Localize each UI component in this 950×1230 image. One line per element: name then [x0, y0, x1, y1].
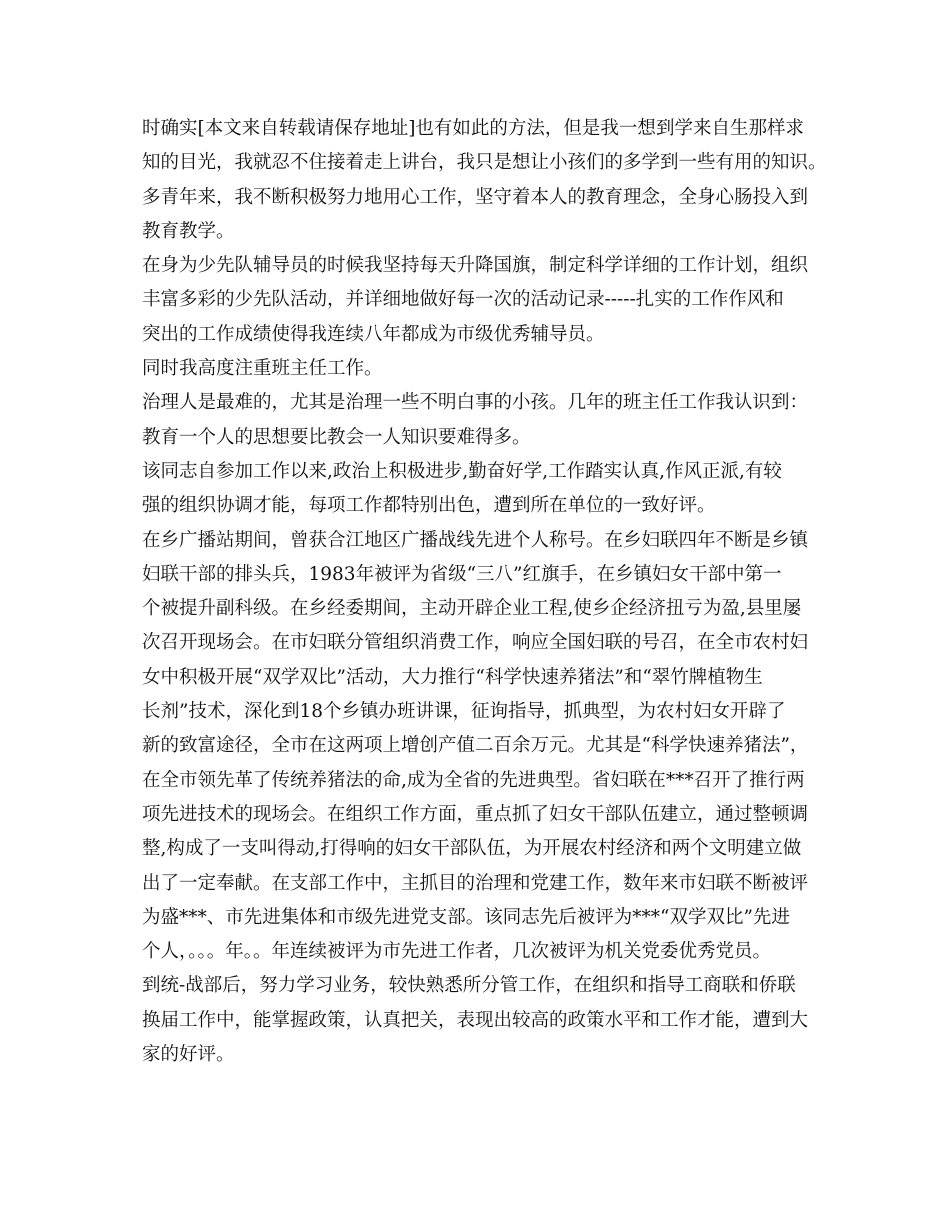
text-line: 到统-战部后，努力学习业务，较快熟悉所分管工作，在组织和指导工商联和侨联 [142, 975, 796, 997]
text-line: 项先进技术的现场会。在组织工作方面，重点抓了妇女干部队伍建立，通过整顿调 [142, 803, 809, 825]
text-line: 长剂”技术，深化到18个乡镇办班讲课，征询指导，抓典型，为农村妇女开辟了 [142, 701, 786, 723]
text-line: 知的目光，我就忍不住接着走上讲台，我只是想让小孩们的多学到一些有用的知识。 [142, 152, 827, 174]
text-line: 在全市领先革了传统养猪法的命,成为全省的先进典型。省妇联在***召开了推行两 [142, 769, 805, 791]
document-body [142, 112, 827, 1072]
text-line: 妇联干部的排头兵，1983年被评为省级“三八”红旗手，在乡镇妇女干部中第一 [142, 563, 782, 585]
text-line: 整,构成了一支叫得动,打得响的妇女干部队伍，为开展农村经济和两个文明建立做 [142, 838, 802, 860]
text-line: 在身为少先队辅导员的时候我坚持每天升降国旗，制定科学详细的工作计划，组织 [142, 255, 809, 277]
text-line: 新的致富途径，全市在这两项上增创产值二百余万元。尤其是“科学快速养猪法”， [142, 735, 809, 757]
text-line: 同时我高度注重班主任工作。 [142, 358, 383, 380]
text-line: 突出的工作成绩使得我连续八年都成为市级优秀辅导员。 [142, 323, 605, 345]
text-line: 家的好评。 [142, 1044, 235, 1066]
text-line: 出了一定奉献。在支部工作中，主抓目的治理和党建工作，数年来市妇联不断被评 [142, 872, 809, 894]
text-line: 次召开现场会。在市妇联分管组织消费工作，响应全国妇联的号召，在全市农村妇 [142, 632, 809, 654]
text-line: 该同志自参加工作以来,政治上积极进步,勤奋好学,工作踏实认真,作风正派,有较 [142, 460, 782, 482]
text-line: 时确实[本文来自转载请保存地址]也有如此的方法，但是我一想到学来自生那样求 [142, 118, 804, 139]
text-line: 女中积极开展“双学双比”活动，大力推行“科学快速养猪法”和“翠竹牌植物生 [142, 666, 763, 688]
text-line: 换届工作中，能掌握政策，认真把关，表现出较高的政策水平和工作才能，遭到大 [142, 1009, 809, 1031]
text-line: 教育教学。 [142, 220, 235, 242]
text-line: 为盛***、市先进集体和市级先进党支部。该同志先后被评为***“双学双比”先进 [142, 906, 790, 928]
text-line: 教育一个人的思想要比教会一人知识要难得多。 [142, 426, 531, 448]
text-line: 强的组织协调才能，每项工作都特别出色，遭到所在单位的一致好评。 [142, 495, 716, 517]
text-line: 多青年来，我不断积极努力地用心工作，坚守着本人的教育理念，全身心肠投入到 [142, 186, 809, 208]
text-line: 个被提升副科级。在乡经委期间，主动开辟企业工程,使乡企经济扭亏为盈,县里屡 [142, 598, 802, 620]
text-line: 在乡广播站期间，曾获合江地区广播战线先进个人称号。在乡妇联四年不断是乡镇 [142, 529, 809, 551]
text-line: 治理人是最难的，尤其是治理一些不明白事的小孩。几年的班主任工作我认识到： [142, 392, 809, 414]
text-line: 个人，。。。年。。年连续被评为市先进工作者，几次被评为机关党委优秀党员。 [142, 941, 772, 963]
text-line: 丰富多彩的少先队活动，并详细地做好每一次的活动记录-----扎实的工作作风和 [142, 289, 784, 311]
